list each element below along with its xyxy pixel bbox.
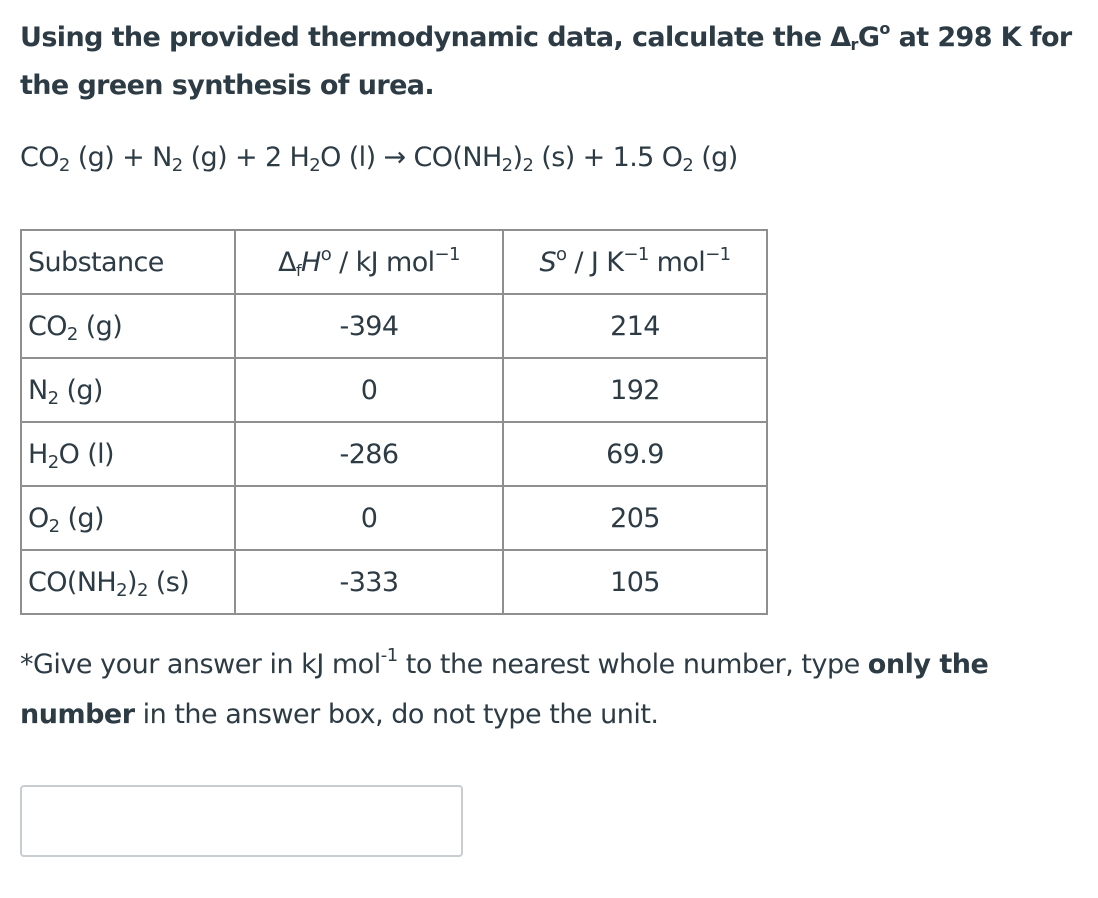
substance-cell: $CO(NH_2)_2$ (s) (21, 550, 235, 614)
table-row (21, 550, 767, 614)
entropy-cell: 214 (503, 294, 767, 358)
enthalpy-cell: 0 (235, 358, 503, 422)
enthalpy-cell: -286 (235, 422, 503, 486)
header-substance: Substance (21, 230, 235, 294)
table-header-row (21, 230, 767, 294)
question-text: Using the provided thermodynamic data, calculate the $\Delta_rG^o$ at 298 K for the green synthesis of urea. (20, 19, 1072, 101)
header-entropy: $S^o$ / J $K^{-1}$ mol$^{-1}$ (503, 230, 767, 294)
substance-cell: $H_2O$ (l) (21, 422, 235, 486)
thermodynamic-data-table (20, 229, 768, 615)
table-row (21, 294, 767, 358)
enthalpy-cell: -394 (235, 294, 503, 358)
reaction-arrow: → (383, 142, 406, 173)
table-row (21, 486, 767, 550)
table-row (21, 422, 767, 486)
answer-input[interactable] (20, 785, 463, 857)
header-enthalpy: ΔfH$^o$ / kJ mol$^{-1}$ (235, 230, 503, 294)
enthalpy-cell: 0 (235, 486, 503, 550)
answer-instructions: *Give your answer in kJ mol$^{-1}$ to the nearest whole number, type only the number in the answer box, do not type the unit. (20, 645, 989, 730)
entropy-cell: 205 (503, 486, 767, 550)
substance-cell: $CO_2$ (g) (21, 294, 235, 358)
substance-cell: $O_2$ (g) (21, 486, 235, 550)
entropy-cell: 192 (503, 358, 767, 422)
entropy-cell: 105 (503, 550, 767, 614)
entropy-cell: 69.9 (503, 422, 767, 486)
reaction-equation: $CO_2$ $(g) + N_2$ (g) + 2 $H_2O$ $(l) \to CO(NH_2)_2$ (s) + 1.5 $O_2$ (g) (20, 142, 738, 176)
table-row (21, 358, 767, 422)
substance-cell: $N_2$ (g) (21, 358, 235, 422)
enthalpy-cell: -333 (235, 550, 503, 614)
